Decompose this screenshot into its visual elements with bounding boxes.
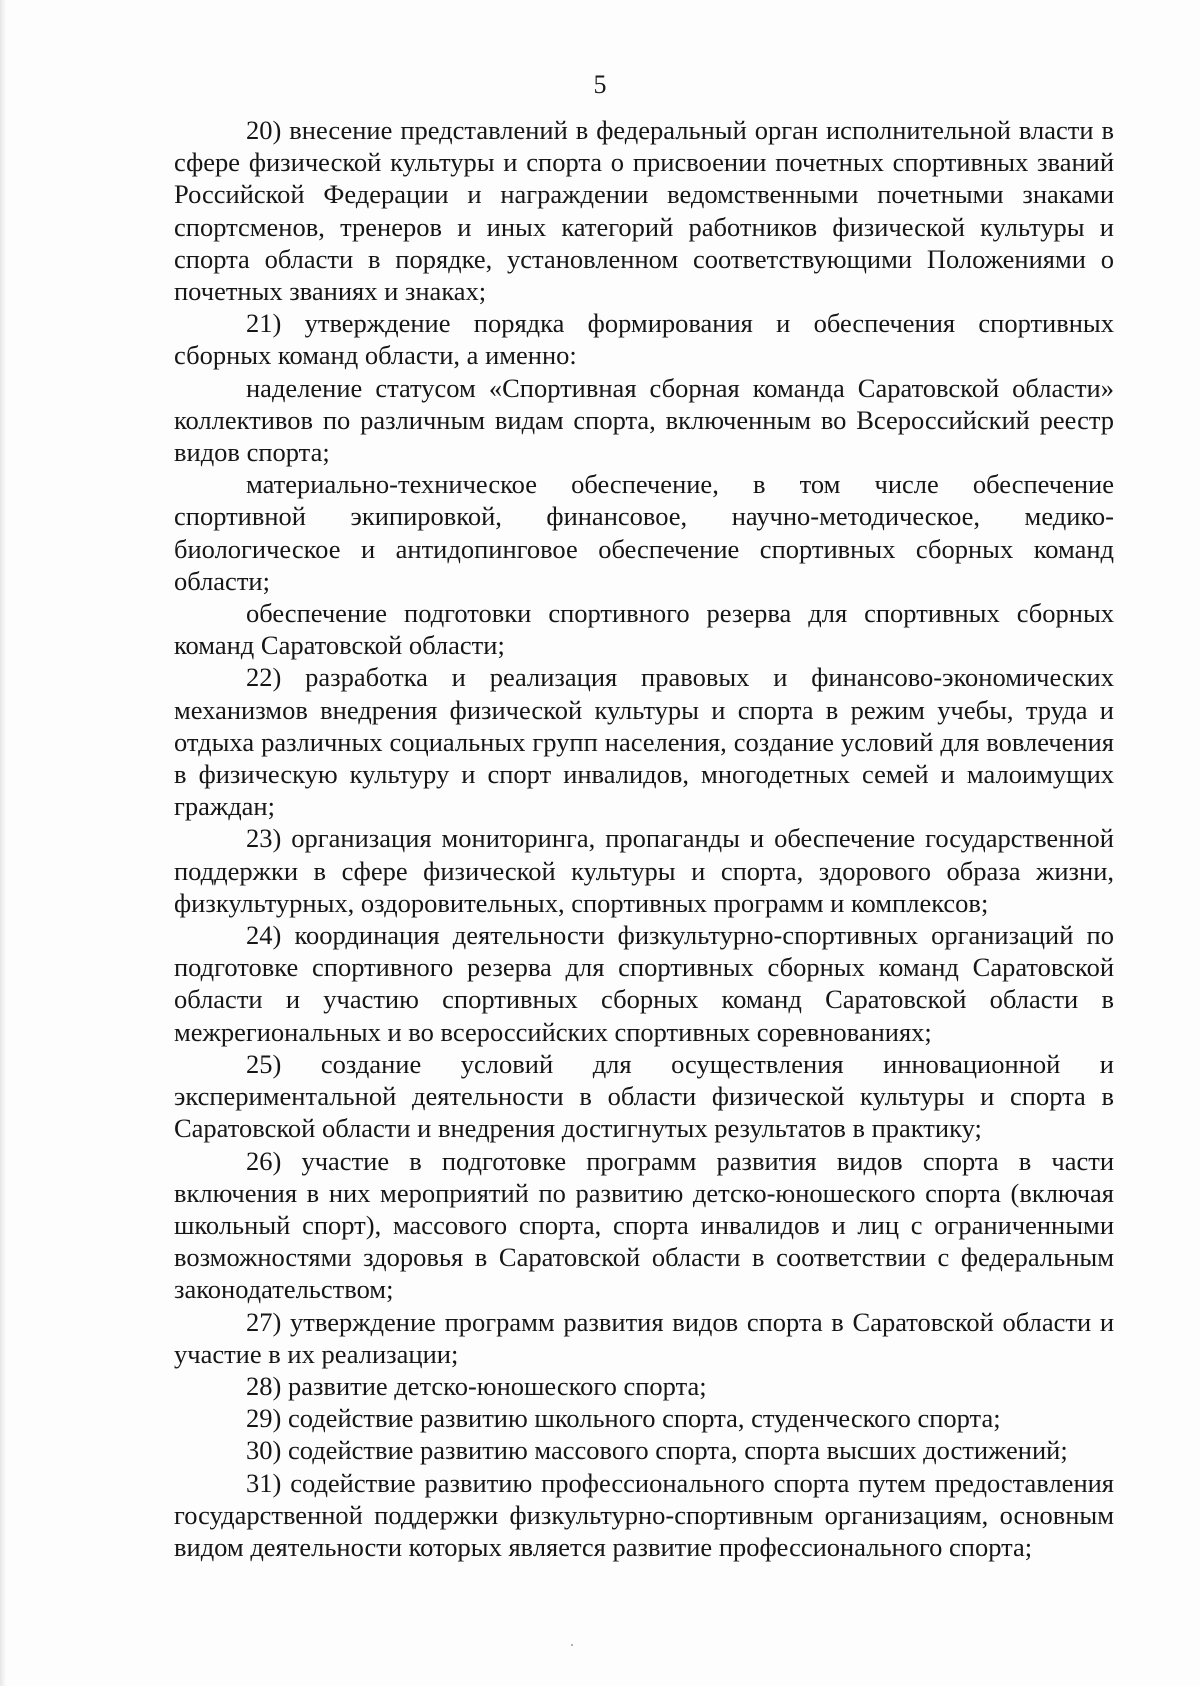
paragraph-item-27: 27) утверждение программ развития видов спорта в Саратовской области и участие в их реализации; (174, 1306, 1114, 1369)
paragraph-item-21-status: наделение статусом «Спортивная сборная команда Саратовской области» коллективов по различным видам спорта, включенным во Всероссийский реестр видов спорта; (174, 372, 1114, 468)
paragraph-item-21-support: материально-техническое обеспечение, в том числе обеспечение спортивной экипировкой, финансовое, научно-методическое, медико-биологическое и антидопинговое обеспечение спортивных сборных команд области; (174, 469, 1114, 596)
paragraph-item-26: 26) участие в подготовке программ развития видов спорта в части включения в них мероприятий по развитию детско-юношеского спорта (включая школьный спорт), массового спорта, спорта инвалидов и лиц с ограниченными возможностями здоровья в Саратовской области в соответствии с федеральным законодательством; (174, 1145, 1114, 1305)
document-body (174, 114, 1114, 1563)
scan-artifact-dot (571, 1644, 573, 1646)
paragraph-item-22: 22) разработка и реализация правовых и финансово-экономических механизмов внедрения физической культуры и спорта в режим учебы, труда и отдыха различных социальных групп населения, создание условий для вовлечения в физическую культуру и спорт инвалидов, многодетных семей и малоимущих граждан; (174, 662, 1114, 822)
paragraph-item-29: 29) содействие развитию школьного спорта, студенческого спорта; (246, 1403, 1001, 1434)
paragraph-item-31: 31) содействие развитию профессионального спорта путем предоставления государственной поддержки физкультурно-спортивным организациям, основным видом деятельности которых является развитие профессионального спорта; (174, 1467, 1114, 1562)
paragraph-item-28: 28) развитие детско-юношеского спорта; (246, 1370, 707, 1401)
paragraph-item-24: 24) координация деятельности физкультурно-спортивных организаций по подготовке спортивного резерва для спортивных сборных команд Саратовской области и участию спортивных сборных команд Саратовской области в межрегиональных и во всероссийских спортивных соревнованиях; (174, 920, 1114, 1047)
paragraph-item-30: 30) содействие развитию массового спорта, спорта высших достижений; (246, 1435, 1068, 1466)
paragraph-item-21: 21) утверждение порядка формирования и обеспечения спортивных сборных команд области, а именно: (174, 308, 1114, 371)
paragraph-item-23: 23) организация мониторинга, пропаганды и обеспечение государственной поддержки в сфере физической культуры и спорта, здорового образа жизни, физкультурных, оздоровительных, спортивных программ и комплексов; (174, 823, 1114, 918)
paragraph-item-25: 25) создание условий для осуществления инновационной и экспериментальной деятельности в области физической культуры и спорта в Саратовской области и внедрения достигнутых результатов в практику; (174, 1048, 1114, 1144)
paragraph-item-21-reserve: обеспечение подготовки спортивного резерва для спортивных сборных команд Саратовской области; (174, 598, 1114, 661)
scan-edge-shadow (0, 0, 6, 1686)
paragraph-item-20: 20) внесение представлений в федеральный орган исполнительной власти в сфере физической культуры и спорта о присвоении почетных спортивных званий Российской Федерации и награждении ведомственными почетными знаками спортсменов, тренеров и иных категорий работников физической культуры и спорта области в порядке, установленном соответствующими Положениями о почетных званиях и знаках; (174, 115, 1114, 307)
page-number: 5 (593, 70, 607, 99)
